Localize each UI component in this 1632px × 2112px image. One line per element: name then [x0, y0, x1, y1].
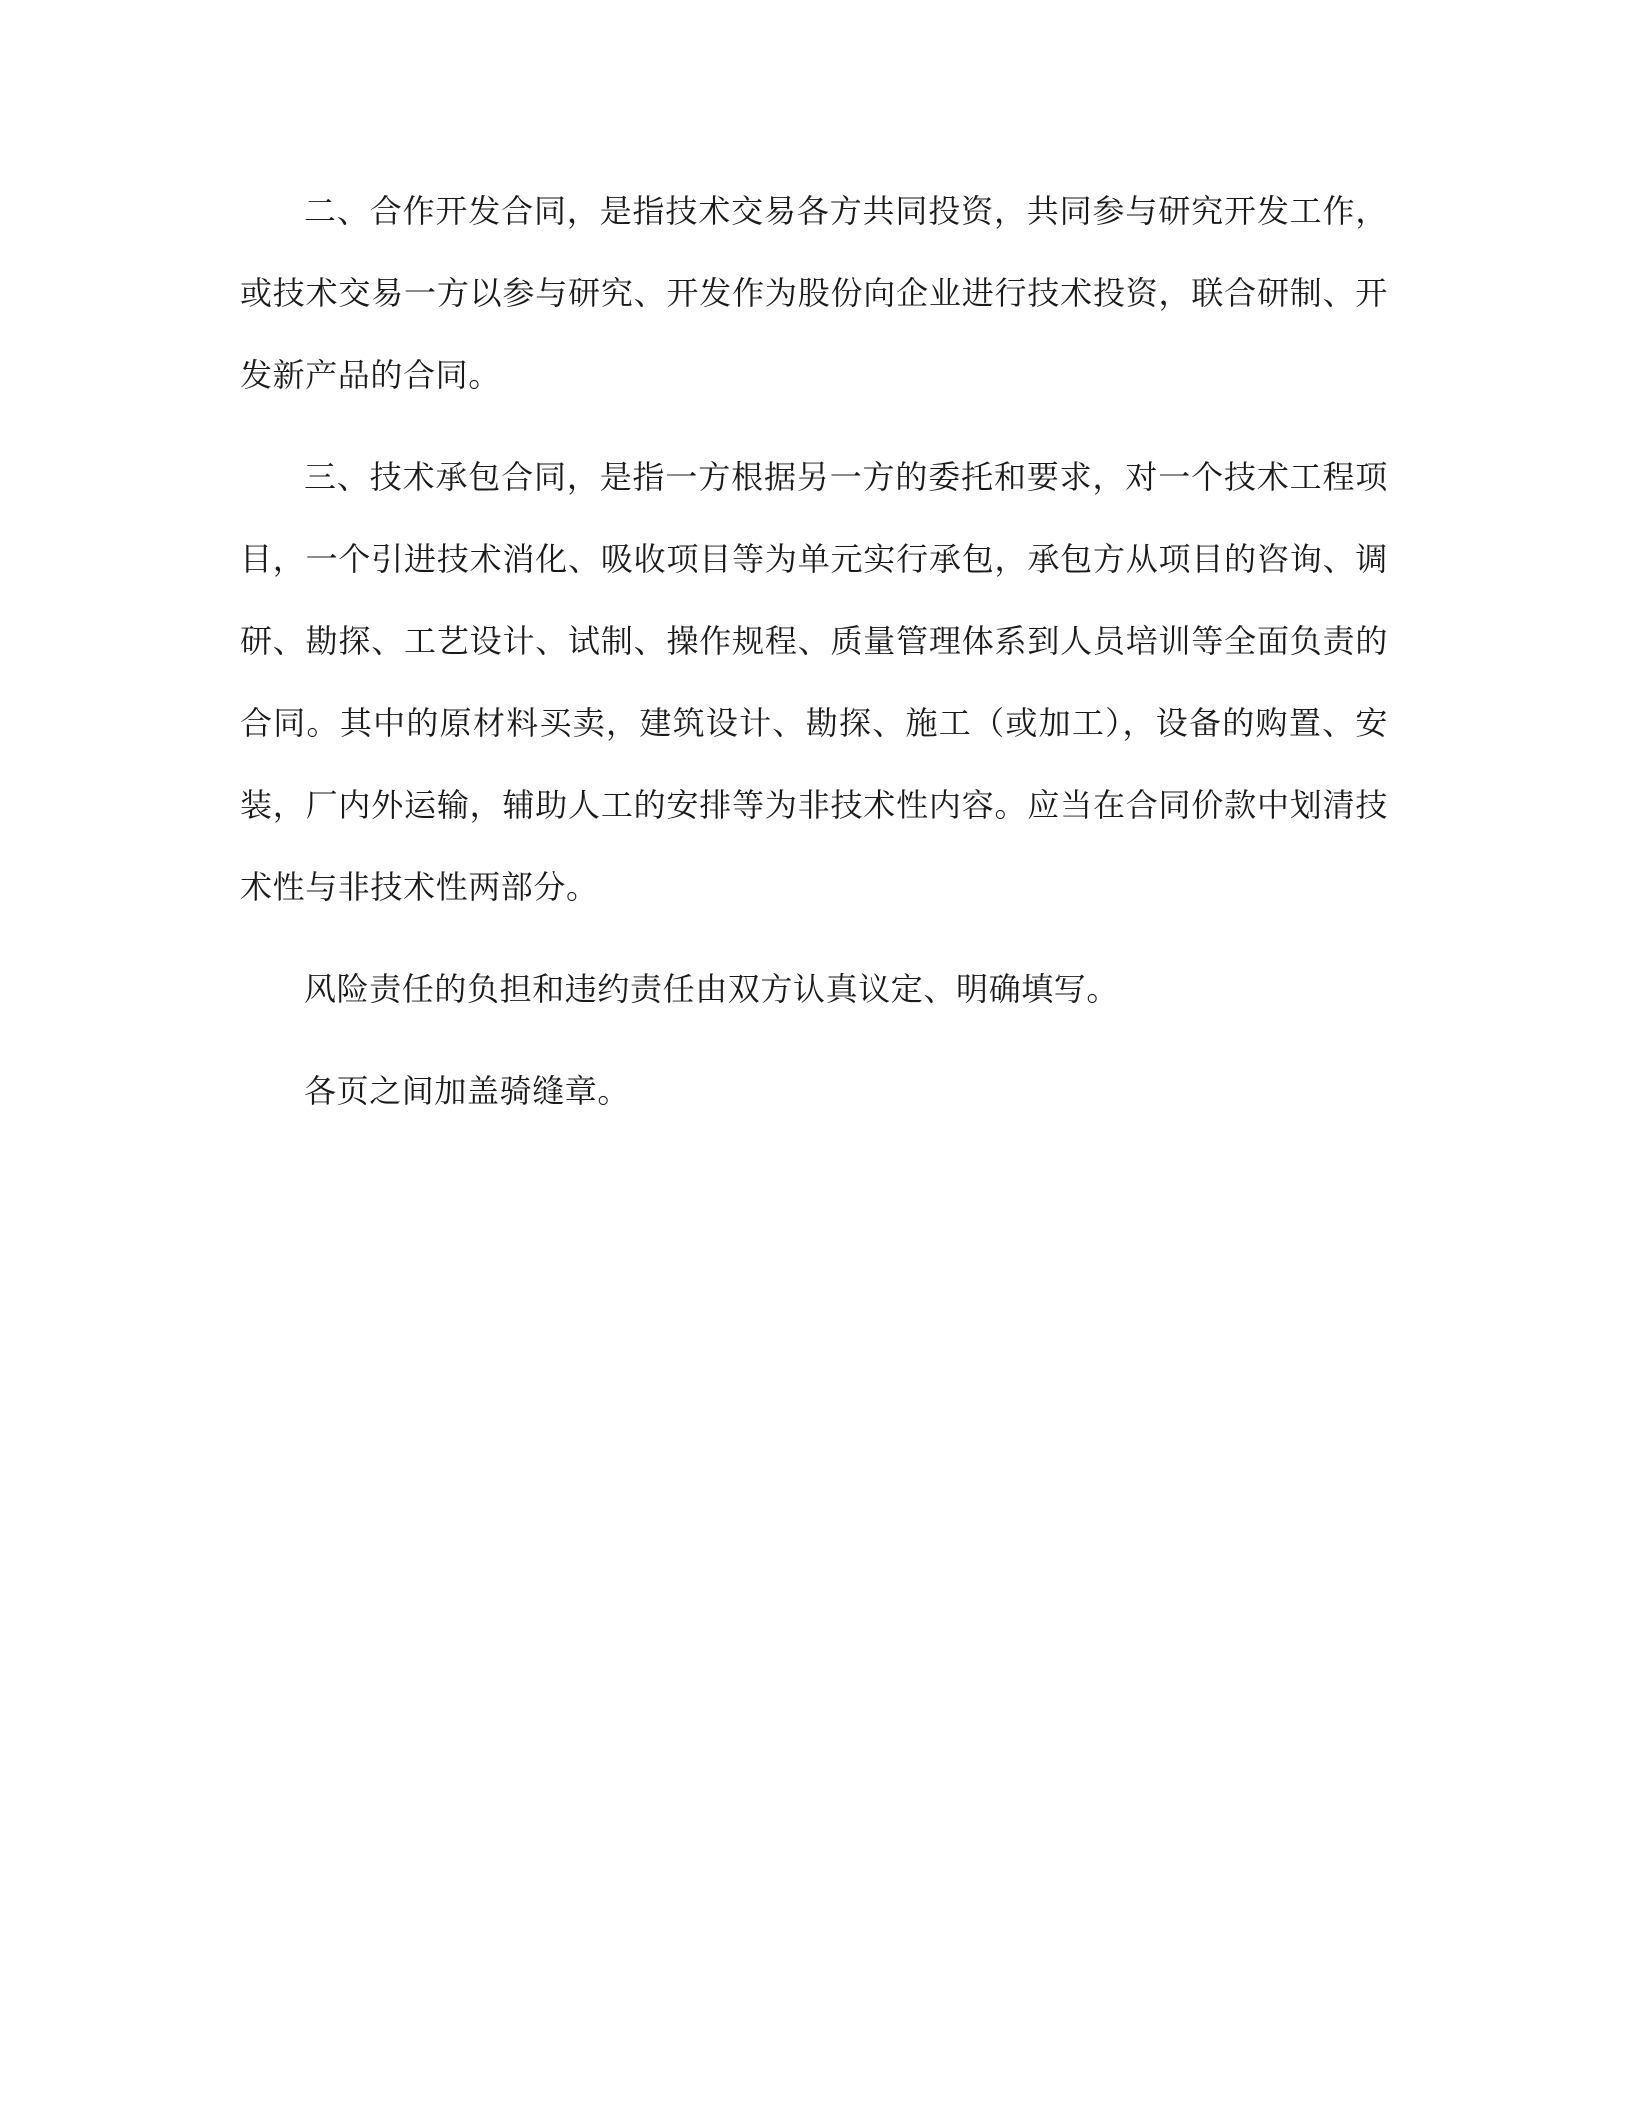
paragraph-risk-liability: 风险责任的负担和违约责任由双方认真议定、明确填写。	[304, 970, 1120, 1008]
document-body	[240, 170, 1388, 1152]
paragraph-cooperative-development-contract: 二、合作开发合同，是指技术交易各方共同投资，共同参与研究开发工作，或技术交易一方以参与研究、开发作为股份向企业进行技术投资，联合研制、开发新产品的合同。	[240, 192, 1388, 394]
paragraph-seam-seal: 各页之间加盖骑缝章。	[304, 1072, 631, 1110]
paragraph-technical-contracting-contract: 三、技术承包合同，是指一方根据另一方的委托和要求，对一个技术工程项目，一个引进技术消化、吸收项目等为单元实行承包，承包方从项目的咨询、调研、勘探、工艺设计、试制、操作规程、质量管理体系到人员培训等全面负责的合同。其中的原材料买卖，建筑设计、勘探、施工（或加工），设备的购置、安装，厂内外运输，辅助人工的安排等为非技术性内容。应当在合同价款中划清技术性与非技术性两部分。	[240, 458, 1388, 906]
